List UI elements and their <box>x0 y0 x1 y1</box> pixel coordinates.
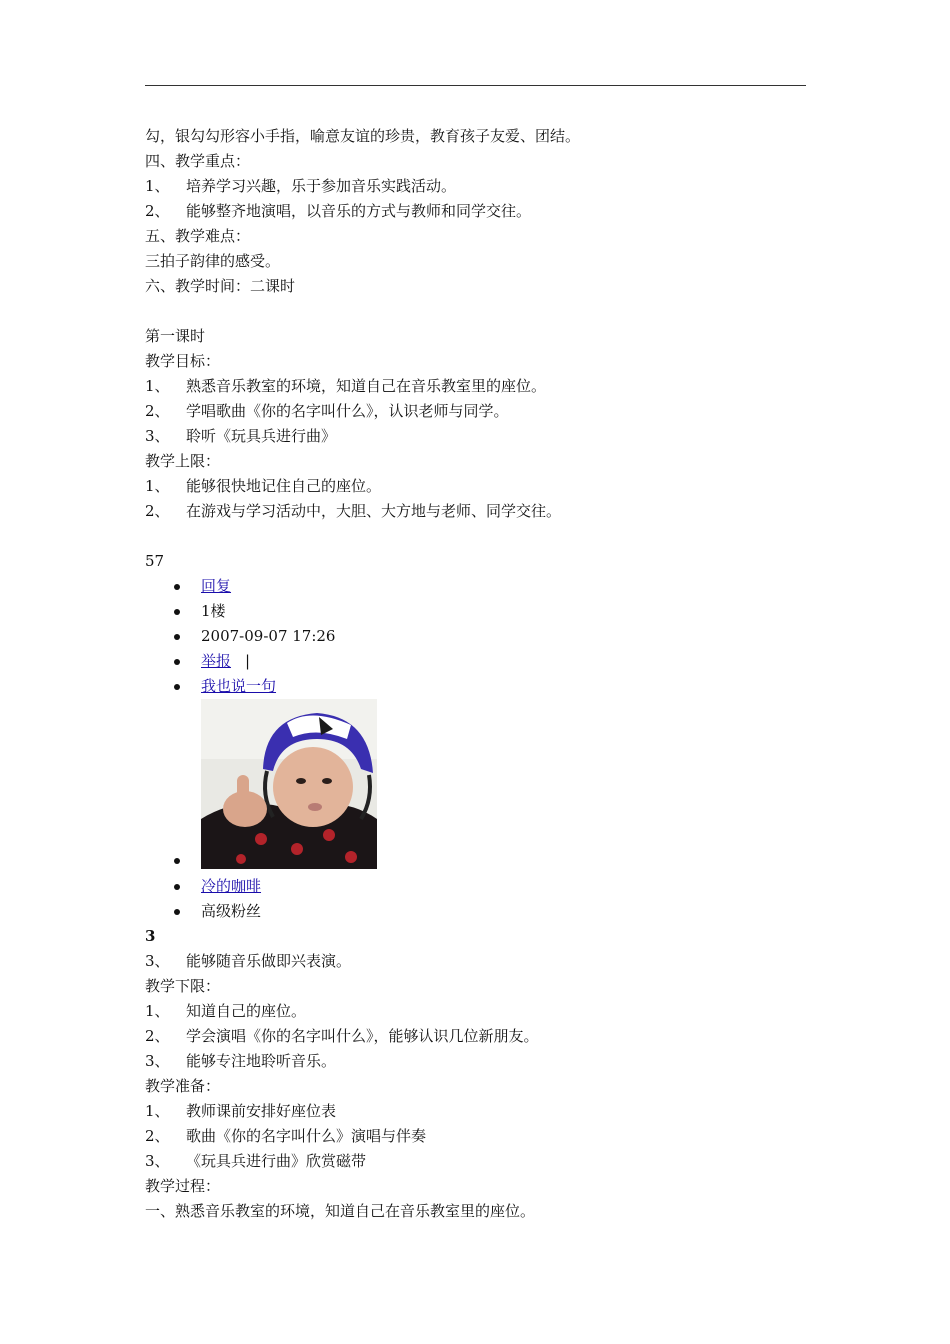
reply-item <box>145 574 825 599</box>
prep-item-3 <box>145 1149 825 1174</box>
lower-item-2 <box>145 1024 825 1049</box>
post-count: 57 <box>145 552 165 570</box>
user-level: 3 <box>145 927 156 945</box>
item-number: 2、 <box>145 1027 170 1045</box>
item-text: 歌曲《你的名字叫什么》演唱与伴奏 <box>186 1127 427 1145</box>
upper-limit-heading: 教学上限： <box>145 452 221 470</box>
item-number: 2、 <box>145 202 170 220</box>
section5-heading: 五、教学难点： <box>145 227 251 245</box>
item-text: 学唱歌曲《你的名字叫什么》，认识老师与同学。 <box>186 402 509 420</box>
section4-heading: 四、教学重点： <box>145 152 251 170</box>
report-link[interactable]: 举报 <box>201 652 232 670</box>
item-text: 在游戏与学习活动中，大胆、大方地与老师、同学交往。 <box>186 502 562 520</box>
datetime-item: 2007-09-07 17:26 <box>145 624 825 649</box>
spacer <box>145 299 825 324</box>
upper-item-1 <box>145 474 825 499</box>
post-meta-list <box>145 574 825 924</box>
section4-item-1 <box>145 174 825 199</box>
goal-item-2 <box>145 399 825 424</box>
item-text: 《玩具兵进行曲》欣赏磁带 <box>186 1152 367 1170</box>
item-number: 2、 <box>145 502 170 520</box>
item-number: 1、 <box>145 177 170 195</box>
lower-item-1 <box>145 999 825 1024</box>
item-text: 教师课前安排好座位表 <box>186 1102 337 1120</box>
rank-item: 高级粉丝 <box>145 899 825 924</box>
item-text: 能够随音乐做即兴表演。 <box>186 952 352 970</box>
item-number: 3、 <box>145 952 170 970</box>
section4-item-2 <box>145 199 825 224</box>
goal-item-1 <box>145 374 825 399</box>
item-number: 3、 <box>145 1052 170 1070</box>
item-number: 1、 <box>145 1102 170 1120</box>
lesson1-title: 第一课时 <box>145 327 206 345</box>
item-number: 3、 <box>145 1152 170 1170</box>
item-text: 能够专注地聆听音乐。 <box>186 1052 337 1070</box>
item-text: 熟悉音乐教室的环境，知道自己在音乐教室里的座位。 <box>186 377 547 395</box>
lower-item-3 <box>145 1049 825 1074</box>
document-body <box>145 124 825 1224</box>
item-number: 2、 <box>145 402 170 420</box>
item-number: 1、 <box>145 377 170 395</box>
prep-item-2 <box>145 1124 825 1149</box>
username-link[interactable]: 冷的咖啡 <box>201 877 262 895</box>
report-item <box>145 649 825 674</box>
lesson1-goals-heading: 教学目标： <box>145 352 221 370</box>
item-number: 1、 <box>145 477 170 495</box>
item-text: 知道自己的座位。 <box>186 1002 307 1020</box>
say-something-link[interactable]: 我也说一句 <box>201 677 277 695</box>
section5-text: 三拍子韵律的感受。 <box>145 252 281 270</box>
process-step-1: 一、熟悉音乐教室的环境，知道自己在音乐教室里的座位。 <box>145 1202 536 1220</box>
intro-line: 勾，银勾勾形容小手指，喻意友谊的珍贵，教育孩子友爱、团结。 <box>145 127 581 145</box>
upper-item-3 <box>145 949 825 974</box>
prep-item-1 <box>145 1099 825 1124</box>
item-text: 能够很快地记住自己的座位。 <box>186 477 382 495</box>
item-number: 3、 <box>145 427 170 445</box>
item-text: 学会演唱《你的名字叫什么》，能够认识几位新朋友。 <box>186 1027 539 1045</box>
upper-item-2 <box>145 499 825 524</box>
header-rule <box>145 85 806 86</box>
section6-heading: 六、教学时间：二课时 <box>145 277 296 295</box>
item-text: 培养学习兴趣，乐于参加音乐实践活动。 <box>186 177 457 195</box>
avatar-item <box>145 699 825 874</box>
say-item <box>145 674 825 699</box>
lower-limit-heading: 教学下限： <box>145 977 221 995</box>
separator: | <box>245 652 251 670</box>
process-heading: 教学过程： <box>145 1177 221 1195</box>
prep-heading: 教学准备： <box>145 1077 221 1095</box>
user-avatar-photo[interactable] <box>201 699 377 869</box>
item-number: 2、 <box>145 1127 170 1145</box>
floor-item: 1楼 <box>145 599 825 624</box>
item-text: 聆听《玩具兵进行曲》 <box>186 427 337 445</box>
spacer <box>145 524 825 549</box>
item-text: 能够整齐地演唱，以音乐的方式与教师和同学交往。 <box>186 202 532 220</box>
reply-link[interactable]: 回复 <box>201 577 232 595</box>
goal-item-3 <box>145 424 825 449</box>
username-item <box>145 874 825 899</box>
item-number: 1、 <box>145 1002 170 1020</box>
